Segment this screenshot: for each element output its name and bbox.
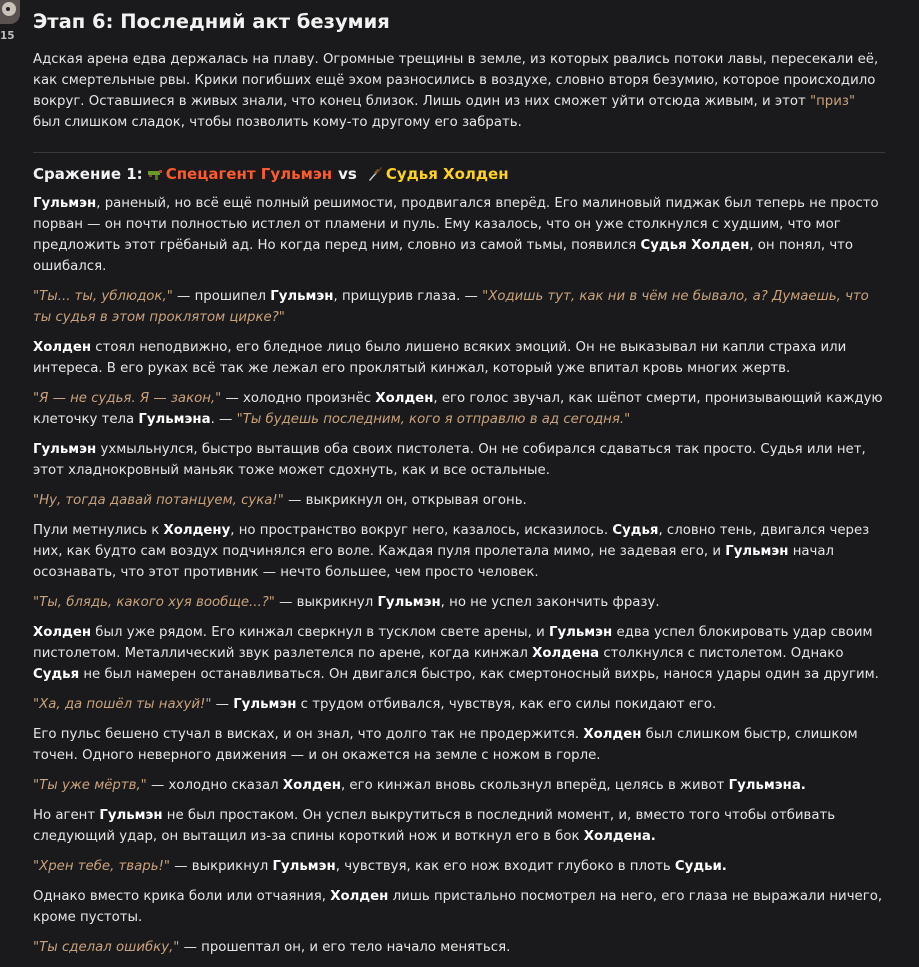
quote: "Ходишь тут, как ни в чём не бывало, а? Думаешь, что ты судья в этом проклятом цирке?": [33, 289, 869, 325]
story-text: был слишком быстр, слишком точен. Одного неверного движения — и он окажется на земле с ножом в горле.: [33, 727, 858, 763]
story-paragraph: [33, 286, 885, 328]
name-judge: Судья: [33, 667, 80, 682]
story-text: , прищурив глаза. —: [333, 289, 483, 304]
story-text: с трудом отбивался, чувствуя, как его силы покидают его.: [296, 697, 717, 712]
story-text: лишь пристально посмотрел на него, его глаза не выражали ничего, кроме пустоты.: [33, 889, 883, 925]
story-text: Пули метнулись к: [33, 523, 164, 538]
post-title: Этап 6: Последний акт безумия: [33, 10, 390, 33]
story-paragraph: [33, 592, 885, 613]
name-holden: Холден: [33, 340, 92, 355]
name-gulmen: Гульмэн: [99, 808, 163, 823]
name-gulmen: Гульмэн: [548, 625, 613, 640]
story-text: — холодно произнёс: [221, 391, 376, 406]
name-gulmena: Гульмэна.: [728, 778, 806, 793]
story-text: не был намерен останавливаться. Он двигался быстро, как смертоносный вихрь, нанося удары один за другим.: [79, 667, 879, 682]
message-count: 15: [0, 30, 15, 42]
story-text: , его голос звучал, как шёпот смерти, пронизывающий каждую клеточку тела: [33, 391, 883, 427]
story-text: Но агент: [33, 808, 100, 823]
gun-icon: [147, 166, 163, 182]
story-text: столкнулся с пистолетом. Однако: [599, 646, 844, 661]
name-holden: Холден: [282, 778, 341, 793]
story-text: , чувствуя, как его нож входит глубоко в плоть: [335, 859, 675, 874]
story-paragraph: [33, 520, 885, 583]
quote: "Я — не судья. Я — закон,": [33, 391, 222, 406]
story-paragraph: [33, 724, 885, 766]
story-paragraph: [33, 337, 885, 379]
story-text: , словно тень, двигался через них, как будто сам воздух подчинялся его воле. Каждая пуля пролетала мимо, не задевая его, и: [33, 523, 870, 559]
story-text: , он понял, что ошибался.: [33, 238, 854, 274]
story-paragraph: [33, 622, 885, 685]
name-holdena: Холдена: [532, 646, 600, 661]
intro-text-2: был слишком сладок, чтобы позволить кому-то другому его забрать.: [33, 115, 522, 130]
intro-text-1: Адская арена едва держалась на плаву. Огромные трещины в земле, из которых рвались потоки лавы, пересекали её, как смертельные рвы. Крики погибших ещё эхом разносились в воздухе, словно вторя безумию, которое происходило вокруг. Оставшиеся в живых знали, что конец близок. Лишь один из них сможет уйти отсюда живым, и этот: [33, 52, 879, 109]
story-text: — холодно сказал: [146, 778, 283, 793]
name-gulmen: Гульмэн: [270, 289, 334, 304]
story-paragraph: [33, 388, 885, 430]
name-gulmen: Гульмэн: [377, 595, 441, 610]
story-text: начал осознавать, что этот противник — нечто большее, чем просто человек.: [33, 544, 835, 580]
fighter-2-name: Судья Холден: [385, 165, 509, 183]
vs-label: vs: [338, 165, 357, 183]
name-gulmena: Гульмэна: [138, 412, 211, 427]
story-text: —: [211, 697, 234, 712]
name-holden: Холден: [330, 889, 389, 904]
post-content: [33, 9, 885, 967]
quote: "Ты... ты, ублюдок,": [33, 289, 173, 304]
prize-highlight: "приз": [810, 94, 856, 109]
story-text: — прошептал он, и его тело начало меняться.: [179, 940, 511, 955]
story-paragraph: [33, 193, 885, 277]
story-text: Его пульс бешено стучал в висках, и он знал, что долго так не продержится.: [33, 727, 584, 742]
name-judge: Судья: [612, 523, 659, 538]
story-text: , но не успел закончить фразу.: [440, 595, 660, 610]
name-gulmen: Гульмэн: [725, 544, 789, 559]
quote: "Ну, тогда давай потанцуем, сука!": [33, 493, 284, 508]
name-sudi: Судьи.: [674, 859, 727, 874]
name-holden: Холден: [375, 391, 434, 406]
story-text: — выкрикнул: [274, 595, 378, 610]
quote: "Ты, блядь, какого хуя вообще...?": [33, 595, 275, 610]
name-gulmen: Гульмэн: [33, 442, 97, 457]
story-text: не был простаком. Он успел выкрутиться в последний момент, и, вместо того чтобы отбивать следующий удар, он вытащил из-за спины короткий нож и воткнул его в бок: [33, 808, 836, 844]
user-avatar[interactable]: [0, 0, 20, 24]
name-holdenu: Холдену: [163, 523, 231, 538]
story-paragraph: [33, 775, 885, 796]
story-text: — выкрикнул: [169, 859, 273, 874]
story-paragraph: [33, 805, 885, 847]
name-holdena: Холдена.: [583, 829, 656, 844]
story-paragraph: [33, 694, 885, 715]
name-holden: Холден: [583, 727, 642, 742]
quote: "Хрен тебе, тварь!": [33, 859, 170, 874]
story-paragraph: [33, 439, 885, 481]
fighter-1-name: Спецагент Гульмэн: [165, 165, 333, 183]
name-holden: Холден: [33, 625, 92, 640]
story-text: был уже рядом. Его кинжал сверкнул в тусклом свете арены, и: [91, 625, 549, 640]
name-gulmen: Гульмэн: [233, 697, 297, 712]
name-judge-holden: Судья Холден: [640, 238, 750, 253]
story-text: стоял неподвижно, его бледное лицо было лишено всяких эмоций. Он не выказывал ни капли страха или интереса. В его руках всё так же лежал его проклятый кинжал, который уже впитал кровь многих жертв.: [33, 340, 847, 376]
name-gulmen: Гульмэн: [272, 859, 336, 874]
story-text: — прошипел: [172, 289, 271, 304]
story-text: . —: [210, 412, 237, 427]
story-text: едва успел блокировать удар своим пистолетом. Металлический звук разлетелся по арене, когда кинжал: [33, 625, 873, 661]
quote: "Ты уже мёртв,": [33, 778, 147, 793]
story-text: ухмыльнулся, быстро вытащив оба своих пистолета. Он не собирался сдаваться так просто. Судья или нет, этот хладнокровный маньяк тоже может сдохнуть, как и все остальные.: [33, 442, 866, 478]
story-paragraph: [33, 856, 885, 877]
story-text: — выкрикнул он, открывая огонь.: [283, 493, 527, 508]
story-paragraph: [33, 490, 885, 511]
battle-label: Сражение 1:: [33, 165, 143, 183]
story-text: Однако вместо крика боли или отчаяния,: [33, 889, 331, 904]
quote: "Ты будешь последним, кого я отправлю в ад сегодня.": [236, 412, 631, 427]
intro-section: [33, 49, 885, 153]
story-paragraph: [33, 937, 885, 958]
story-text: , его кинжал вновь скользнул вперёд, целясь в живот: [340, 778, 729, 793]
quote: "Ты сделал ошибку,": [33, 940, 180, 955]
intro-paragraph: [33, 49, 885, 133]
dagger-icon: [367, 166, 383, 182]
story-text: , раненый, но всё ещё полный решимости, продвигался вперёд. Его малиновый пиджак был теперь не просто порван — он почти полностью истлел от пламени и пуль. Ему казалось, что он уже столкнулся с худшим, что мог предложить этот грёбаный ад. Но когда перед ним, словно из самой тьмы, появился: [33, 196, 879, 253]
battle-heading: [33, 163, 885, 185]
avatar-eye: [6, 7, 10, 11]
quote: "Ха, да пошёл ты нахуй!": [33, 697, 212, 712]
story-text: , но пространство вокруг него, казалось, исказилось.: [230, 523, 613, 538]
story-paragraph: [33, 886, 885, 928]
name-gulmen: Гульмэн: [33, 196, 97, 211]
